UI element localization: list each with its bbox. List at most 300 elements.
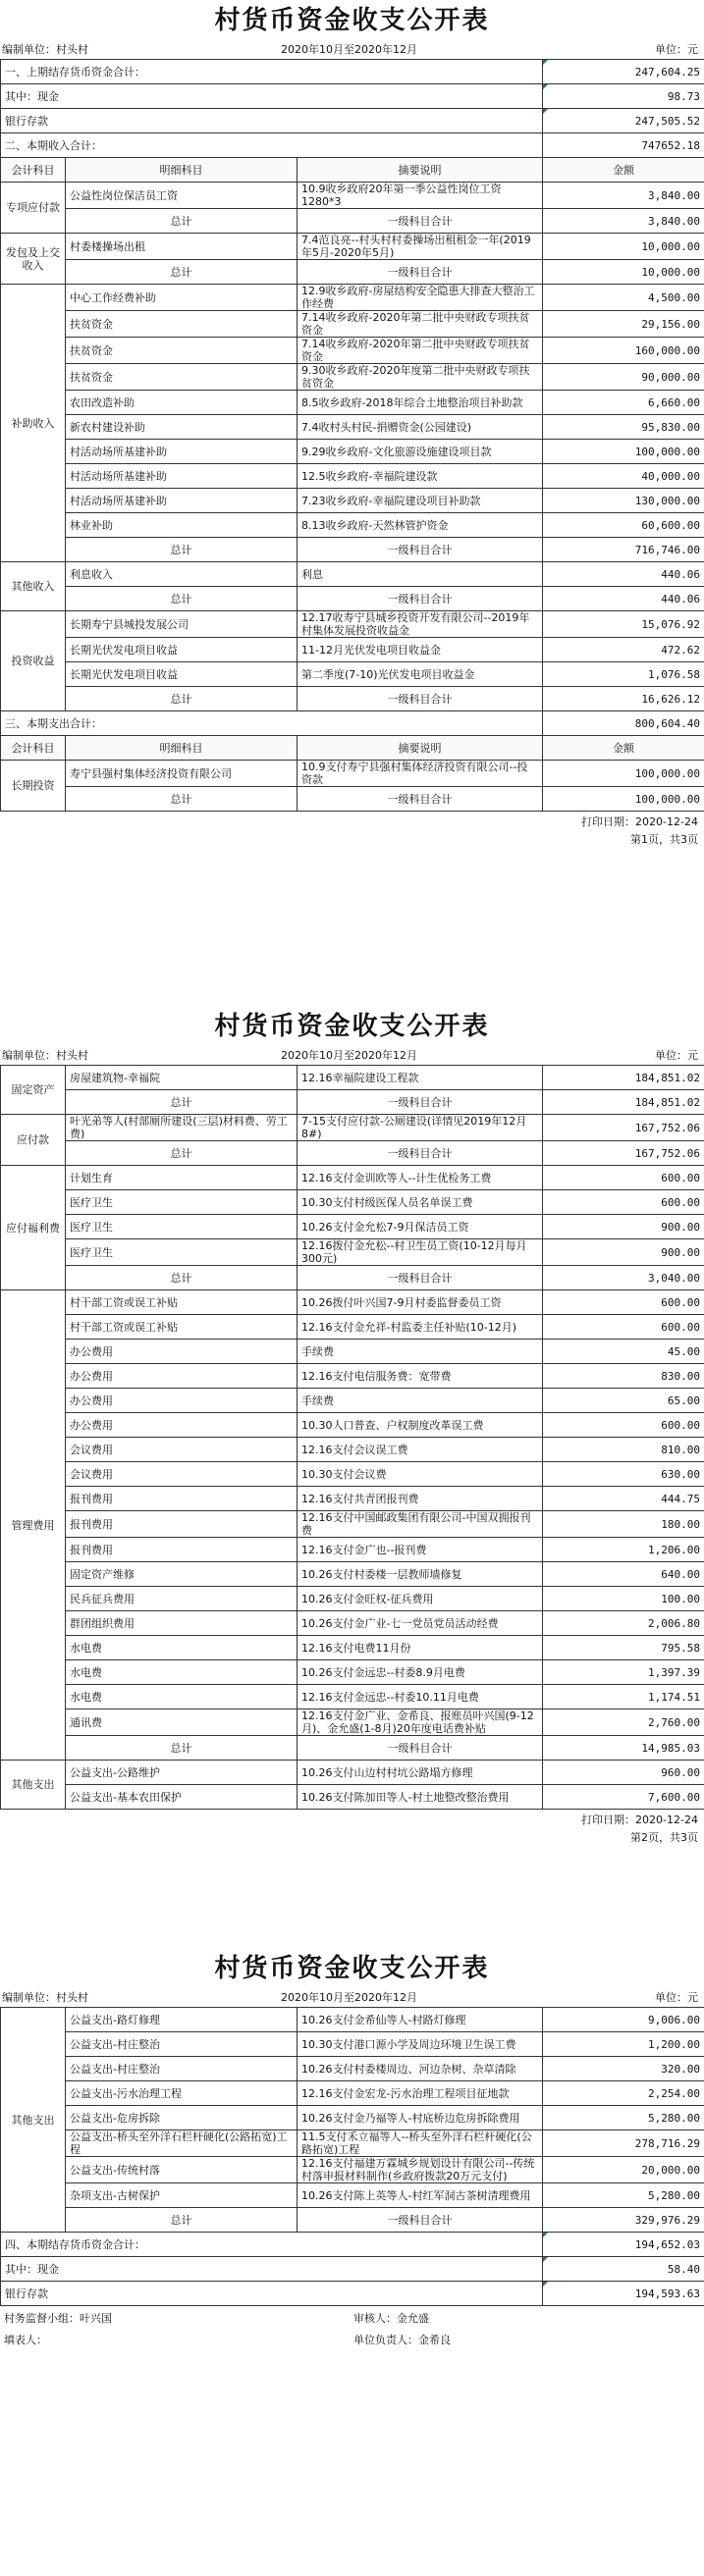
amount-cell: 440.06 bbox=[543, 562, 704, 587]
report-info bbox=[0, 1989, 704, 2007]
page-number: 第2页，共3页 bbox=[630, 1831, 698, 1844]
column-header-row bbox=[1, 736, 704, 761]
table-row bbox=[1, 364, 704, 391]
detail-cell: 公益性岗位保洁员工资 bbox=[66, 183, 298, 209]
print-date: 打印日期：2020-12-24 bbox=[581, 1814, 698, 1826]
detail-cell: 报刊费用 bbox=[66, 1487, 298, 1511]
amount-cell: 7,600.00 bbox=[543, 1785, 704, 1810]
detail-cell: 村活动场所基建补助 bbox=[66, 489, 298, 513]
remark-cell: 手续费 bbox=[298, 1389, 543, 1413]
amount-cell: 4,500.00 bbox=[543, 285, 704, 311]
group-total-row bbox=[1, 1090, 704, 1115]
remark-cell: 10.9支付寿宁县强村集体经济投资有限公司--投资款 bbox=[298, 761, 543, 787]
remark-cell: 11.5支付禾立福等人--桥头至外洋石栏杆硬化(公路拓宽)工程 bbox=[298, 2130, 543, 2157]
table-row bbox=[1, 1462, 704, 1487]
table-row bbox=[1, 1166, 704, 1190]
level1-total-label: 一级科目合计 bbox=[298, 1266, 543, 1290]
total-label: 总计 bbox=[66, 787, 298, 812]
unit-label: 编制单位：村头村 bbox=[2, 43, 88, 56]
summary-value: 98.73 bbox=[543, 84, 704, 109]
page-3 bbox=[0, 1948, 704, 2349]
table-row bbox=[1, 611, 704, 638]
detail-cell: 固定资产维修 bbox=[66, 1562, 298, 1587]
amount-cell: 5,280.00 bbox=[543, 2106, 704, 2130]
table-row bbox=[1, 183, 704, 209]
subject-cell: 发包及上交收入 bbox=[1, 234, 66, 285]
group-total-row bbox=[1, 787, 704, 812]
remark-cell: 9.29收乡政府-文化旅游设施建设项目款 bbox=[298, 440, 543, 464]
remark-cell: 7.4收村头村民-捐赠资金(公园建设) bbox=[298, 415, 543, 440]
page-2 bbox=[0, 1006, 704, 1843]
remark-cell: 12.16支付电费11月份 bbox=[298, 1636, 543, 1660]
group-total-value: 3,040.00 bbox=[543, 1266, 704, 1290]
remark-cell: 10.30支付会议费 bbox=[298, 1462, 543, 1487]
amount-cell: 640.00 bbox=[543, 1562, 704, 1587]
subject-cell: 专项应付款 bbox=[1, 183, 66, 234]
col-header-remark: 摘要说明 bbox=[298, 158, 543, 183]
detail-cell: 水电费 bbox=[66, 1660, 298, 1685]
subject-cell: 应付款 bbox=[1, 1115, 66, 1166]
level1-total-label: 一级科目合计 bbox=[298, 1141, 543, 1166]
amount-cell: 600.00 bbox=[543, 1315, 704, 1340]
subject-cell: 其他支出 bbox=[1, 2008, 66, 2233]
group-total-value: 440.06 bbox=[543, 587, 704, 611]
remark-cell: 10.26支付村委楼周边、河边杂树、杂草清除 bbox=[298, 2057, 543, 2081]
detail-cell: 报刊费用 bbox=[66, 1538, 298, 1562]
remark-cell: 12.16支付电信服务费：宽带费 bbox=[298, 1364, 543, 1389]
subject-cell: 补助收入 bbox=[1, 285, 66, 562]
table-row bbox=[1, 662, 704, 687]
table-row bbox=[1, 2057, 704, 2081]
level1-total-label: 一级科目合计 bbox=[298, 1090, 543, 1115]
remark-cell: 7-15支付应付款-公厕建设(详情见2019年12月8#) bbox=[298, 1115, 543, 1141]
remark-cell: 利息 bbox=[298, 562, 543, 587]
page-title: 村货币资金收支公开表 bbox=[214, 1012, 490, 1041]
subject-cell: 其他支出 bbox=[1, 1761, 66, 1810]
summary-label: 银行存款 bbox=[1, 2282, 543, 2306]
amount-cell: 2,006.80 bbox=[543, 1611, 704, 1636]
auditor-label: 审核人：金允盛 bbox=[353, 2312, 429, 2325]
funds-table-p1 bbox=[0, 59, 704, 812]
amount-cell: 10,000.00 bbox=[543, 234, 704, 260]
group-total-row bbox=[1, 2208, 704, 2233]
subject-cell: 管理费用 bbox=[1, 1290, 66, 1761]
amount-cell: 160,000.00 bbox=[543, 338, 704, 364]
amount-cell: 167,752.06 bbox=[543, 1115, 704, 1141]
print-date: 打印日期：2020-12-24 bbox=[581, 815, 698, 828]
remark-cell: 第二季度(7-10)光伏发电项目收益金 bbox=[298, 662, 543, 687]
detail-cell: 办公费用 bbox=[66, 1340, 298, 1364]
summary-row bbox=[1, 109, 704, 133]
detail-cell: 村活动场所基建补助 bbox=[66, 440, 298, 464]
total-label: 总计 bbox=[66, 687, 298, 711]
amount-cell: 600.00 bbox=[543, 1413, 704, 1438]
group-total-value: 716,746.00 bbox=[543, 538, 704, 562]
table-row bbox=[1, 1066, 704, 1090]
remark-cell: 10.30支付港口源小学及周边环境卫生误工费 bbox=[298, 2032, 543, 2057]
level1-total-label: 一级科目合计 bbox=[298, 787, 543, 812]
remark-cell: 10.26支付金希仙等人-村路灯修理 bbox=[298, 2008, 543, 2032]
detail-cell: 计划生育 bbox=[66, 1166, 298, 1190]
amount-cell: 1,174.51 bbox=[543, 1685, 704, 1709]
group-total-value: 184,851.02 bbox=[543, 1090, 704, 1115]
detail-cell: 林业补助 bbox=[66, 513, 298, 538]
group-total-value: 100,000.00 bbox=[543, 787, 704, 812]
amount-cell: 180.00 bbox=[543, 1511, 704, 1538]
remark-cell: 12.16支付金广业、金希良、报账员叶兴国(9-12月)、金允盛(1-8月)20年度电话费补贴 bbox=[298, 1709, 543, 1736]
remark-cell: 7.14收乡政府-2020年第二批中央财政专项扶贫资金 bbox=[298, 311, 543, 338]
detail-cell: 群团组织费用 bbox=[66, 1611, 298, 1636]
table-row bbox=[1, 761, 704, 787]
amount-cell: 1,200.00 bbox=[543, 2032, 704, 2057]
amount-cell: 95,830.00 bbox=[543, 415, 704, 440]
table-row bbox=[1, 1487, 704, 1511]
leader-label: 单位负责人：金希良 bbox=[353, 2334, 451, 2346]
detail-cell: 医疗卫生 bbox=[66, 1190, 298, 1215]
summary-label: 二、本期收入合计： bbox=[1, 133, 543, 158]
amount-cell: 29,156.00 bbox=[543, 311, 704, 338]
remark-cell: 12.16支付共青团报刊费 bbox=[298, 1487, 543, 1511]
detail-cell: 扶贫资金 bbox=[66, 338, 298, 364]
table-row bbox=[1, 1685, 704, 1709]
total-label: 总计 bbox=[66, 1736, 298, 1761]
level1-total-label: 一级科目合计 bbox=[298, 687, 543, 711]
amount-cell: 630.00 bbox=[543, 1462, 704, 1487]
col-header-subject: 会计科目 bbox=[1, 158, 66, 183]
detail-cell: 公益支出-危房拆除 bbox=[66, 2106, 298, 2130]
table-row bbox=[1, 311, 704, 338]
amount-cell: 130,000.00 bbox=[543, 489, 704, 513]
remark-cell: 7.14收乡政府-2020年第二批中央财政专项扶贫资金 bbox=[298, 338, 543, 364]
remark-cell: 7.23收乡政府-幸福院建设项目补助款 bbox=[298, 489, 543, 513]
period-label: 2020年10月至2020年12月 bbox=[281, 43, 417, 56]
detail-cell: 水电费 bbox=[66, 1636, 298, 1660]
group-total-value: 10,000.00 bbox=[543, 260, 704, 285]
summary-label: 银行存款 bbox=[1, 109, 543, 133]
amount-cell: 900.00 bbox=[543, 1215, 704, 1239]
detail-cell: 村干部工资或误工补贴 bbox=[66, 1290, 298, 1315]
summary-value: 58.40 bbox=[543, 2257, 704, 2282]
detail-cell: 叶光弟等人(村部厕所建设(三层)材料费、劳工费) bbox=[66, 1115, 298, 1141]
amount-cell: 100,000.00 bbox=[543, 761, 704, 787]
amount-cell: 20,000.00 bbox=[543, 2157, 704, 2183]
remark-cell: 11-12月光伏发电项目收益金 bbox=[298, 638, 543, 662]
remark-cell: 12.16支付金训欧等人--计生优检务工费 bbox=[298, 1166, 543, 1190]
table-row bbox=[1, 1562, 704, 1587]
amount-cell: 40,000.00 bbox=[543, 464, 704, 489]
summary-value: 747652.18 bbox=[543, 133, 704, 158]
total-label: 总计 bbox=[66, 587, 298, 611]
remark-cell: 9.30收乡政府-2020年度第二批中央财政专项扶贫资金 bbox=[298, 364, 543, 391]
summary-row bbox=[1, 711, 704, 736]
currency-label: 单位：元 bbox=[655, 1991, 698, 2004]
detail-cell: 扶贫资金 bbox=[66, 364, 298, 391]
summary-row bbox=[1, 2257, 704, 2282]
remark-cell: 12.16幸福院建设工程款 bbox=[298, 1066, 543, 1090]
level1-total-label: 一级科目合计 bbox=[298, 2208, 543, 2233]
remark-cell: 10.9收乡政府20年第一季公益性岗位工资1280*3 bbox=[298, 183, 543, 209]
summary-label: 三、本期支出合计： bbox=[1, 711, 543, 736]
amount-cell: 6,660.00 bbox=[543, 391, 704, 415]
group-total-row bbox=[1, 538, 704, 562]
amount-cell: 9,006.00 bbox=[543, 2008, 704, 2032]
total-label: 总计 bbox=[66, 209, 298, 234]
remark-cell: 12.16支付会议误工费 bbox=[298, 1438, 543, 1462]
table-row bbox=[1, 1413, 704, 1438]
remark-cell: 10.26支付金广业-七一党员党员活动经费 bbox=[298, 1611, 543, 1636]
page-footer bbox=[0, 1810, 704, 1843]
table-row bbox=[1, 638, 704, 662]
total-label: 总计 bbox=[66, 1266, 298, 1290]
total-label: 总计 bbox=[66, 2208, 298, 2233]
table-row bbox=[1, 338, 704, 364]
table-row bbox=[1, 2008, 704, 2032]
level1-total-label: 一级科目合计 bbox=[298, 260, 543, 285]
group-total-value: 329,976.29 bbox=[543, 2208, 704, 2233]
detail-cell: 民兵征兵费用 bbox=[66, 1587, 298, 1611]
total-label: 总计 bbox=[66, 1141, 298, 1166]
detail-cell: 办公费用 bbox=[66, 1364, 298, 1389]
remark-cell: 12.16支付金允祥-村监委主任补贴(10-12月) bbox=[298, 1315, 543, 1340]
table-row bbox=[1, 1660, 704, 1685]
table-row bbox=[1, 1587, 704, 1611]
detail-cell: 利息收入 bbox=[66, 562, 298, 587]
level1-total-label: 一级科目合计 bbox=[298, 209, 543, 234]
amount-cell: 472.62 bbox=[543, 638, 704, 662]
summary-row bbox=[1, 84, 704, 109]
remark-cell: 10.30支付村级医保人员名单误工费 bbox=[298, 1190, 543, 1215]
detail-cell: 村委楼操场出租 bbox=[66, 234, 298, 260]
amount-cell: 100,000.00 bbox=[543, 440, 704, 464]
summary-label: 一、上期结存货币资金合计： bbox=[1, 60, 543, 84]
detail-cell: 房屋建筑物-幸福院 bbox=[66, 1066, 298, 1090]
unit-label: 编制单位：村头村 bbox=[2, 1991, 88, 2004]
remark-cell: 手续费 bbox=[298, 1340, 543, 1364]
page-footer bbox=[0, 812, 704, 845]
group-total-row bbox=[1, 587, 704, 611]
table-row bbox=[1, 285, 704, 311]
remark-cell: 10.26支付金允松7-9月保洁员工资 bbox=[298, 1215, 543, 1239]
table-row bbox=[1, 1315, 704, 1340]
table-row bbox=[1, 1538, 704, 1562]
summary-label: 四、本期结存货币资金合计： bbox=[1, 2233, 543, 2257]
remark-cell: 12.16支付金广也--报刊费 bbox=[298, 1538, 543, 1562]
report-info bbox=[0, 1047, 704, 1065]
detail-cell: 长期寿宁县城投发展公司 bbox=[66, 611, 298, 638]
summary-value: 800,604.40 bbox=[543, 711, 704, 736]
remark-cell: 12.9收乡政府-房屋结构安全隐患大排查大整治工作经费 bbox=[298, 285, 543, 311]
summary-value: 194,593.63 bbox=[543, 2282, 704, 2306]
amount-cell: 600.00 bbox=[543, 1290, 704, 1315]
remark-cell: 12.5收乡政府-幸福院建设款 bbox=[298, 464, 543, 489]
amount-cell: 45.00 bbox=[543, 1340, 704, 1364]
funds-table-p3 bbox=[0, 2007, 704, 2306]
table-row bbox=[1, 2130, 704, 2157]
detail-cell: 杂项支出-古树保护 bbox=[66, 2183, 298, 2208]
summary-row bbox=[1, 2233, 704, 2257]
amount-cell: 795.58 bbox=[543, 1636, 704, 1660]
level1-total-label: 一级科目合计 bbox=[298, 538, 543, 562]
group-total-row bbox=[1, 1736, 704, 1761]
detail-cell: 扶贫资金 bbox=[66, 311, 298, 338]
amount-cell: 960.00 bbox=[543, 1761, 704, 1785]
amount-cell: 900.00 bbox=[543, 1239, 704, 1266]
detail-cell: 公益支出-基本农田保护 bbox=[66, 1785, 298, 1810]
amount-cell: 2,760.00 bbox=[543, 1709, 704, 1736]
remark-cell: 10.26支付陈加田等人-村土地整改整治费用 bbox=[298, 1785, 543, 1810]
table-row bbox=[1, 1340, 704, 1364]
remark-cell: 10.26支付金乃福等人-村底桥边危房拆除费用 bbox=[298, 2106, 543, 2130]
page-number: 第1页，共3页 bbox=[630, 833, 698, 846]
level1-total-label: 一级科目合计 bbox=[298, 1736, 543, 1761]
table-row bbox=[1, 1511, 704, 1538]
summary-value: 247,505.52 bbox=[543, 109, 704, 133]
total-label: 总计 bbox=[66, 260, 298, 285]
col-header-amount: 金额 bbox=[543, 736, 704, 761]
table-row bbox=[1, 1364, 704, 1389]
amount-cell: 65.00 bbox=[543, 1389, 704, 1413]
summary-row bbox=[1, 2282, 704, 2306]
group-total-row bbox=[1, 687, 704, 711]
remark-cell: 8.5收乡政府-2018年综合土地整治项目补助款 bbox=[298, 391, 543, 415]
amount-cell: 1,076.58 bbox=[543, 662, 704, 687]
currency-label: 单位：元 bbox=[655, 43, 698, 56]
remark-cell: 12.16支付金宏龙-污水治理工程项目征地款 bbox=[298, 2081, 543, 2106]
table-row bbox=[1, 2081, 704, 2106]
amount-cell: 60,600.00 bbox=[543, 513, 704, 538]
col-header-remark: 摘要说明 bbox=[298, 736, 543, 761]
page-1 bbox=[0, 0, 704, 845]
amount-cell: 2,254.00 bbox=[543, 2081, 704, 2106]
detail-cell: 公益支出-污水治理工程 bbox=[66, 2081, 298, 2106]
subject-cell: 其他收入 bbox=[1, 562, 66, 611]
table-row bbox=[1, 415, 704, 440]
table-row bbox=[1, 1709, 704, 1736]
group-total-value: 16,626.12 bbox=[543, 687, 704, 711]
detail-cell: 农田改造补助 bbox=[66, 391, 298, 415]
group-total-row bbox=[1, 209, 704, 234]
unit-label: 编制单位：村头村 bbox=[2, 1049, 88, 1062]
amount-cell: 278,716.29 bbox=[543, 2130, 704, 2157]
summary-row bbox=[1, 133, 704, 158]
detail-cell: 会议费用 bbox=[66, 1438, 298, 1462]
subject-cell: 长期投资 bbox=[1, 761, 66, 812]
table-row bbox=[1, 2183, 704, 2208]
table-row bbox=[1, 1438, 704, 1462]
currency-label: 单位：元 bbox=[655, 1049, 698, 1062]
table-row bbox=[1, 464, 704, 489]
amount-cell: 15,076.92 bbox=[543, 611, 704, 638]
remark-cell: 8.13收乡政府-天然林管护资金 bbox=[298, 513, 543, 538]
col-header-subject: 会计科目 bbox=[1, 736, 66, 761]
table-row bbox=[1, 1785, 704, 1810]
remark-cell: 10.30人口普查、户权制度改革误工费 bbox=[298, 1413, 543, 1438]
preparer-label: 填表人： bbox=[4, 2334, 47, 2346]
table-row bbox=[1, 2157, 704, 2183]
period-label: 2020年10月至2020年12月 bbox=[281, 1991, 417, 2004]
supervisor-label: 村务监督小组：叶兴国 bbox=[4, 2312, 112, 2325]
detail-cell: 新农村建设补助 bbox=[66, 415, 298, 440]
detail-cell: 公益支出-传统村落 bbox=[66, 2157, 298, 2183]
table-row bbox=[1, 1389, 704, 1413]
group-total-row bbox=[1, 260, 704, 285]
detail-cell: 医疗卫生 bbox=[66, 1239, 298, 1266]
subject-cell: 固定资产 bbox=[1, 1066, 66, 1115]
page-title: 村货币资金收支公开表 bbox=[214, 6, 490, 35]
amount-cell: 5,280.00 bbox=[543, 2183, 704, 2208]
report-info bbox=[0, 41, 704, 59]
table-row bbox=[1, 1115, 704, 1141]
detail-cell: 公益支出-路灯修理 bbox=[66, 2008, 298, 2032]
remark-cell: 7.4范良亮--村头村村委操场出租租金一年(2019年5月-2020年5月) bbox=[298, 234, 543, 260]
detail-cell: 公益支出-村庄整治 bbox=[66, 2057, 298, 2081]
detail-cell: 医疗卫生 bbox=[66, 1215, 298, 1239]
summary-label: 其中：现金 bbox=[1, 2257, 543, 2282]
signature-row-1 bbox=[0, 2306, 704, 2328]
funds-table-p2 bbox=[0, 1065, 704, 1810]
amount-cell: 830.00 bbox=[543, 1364, 704, 1389]
table-row bbox=[1, 234, 704, 260]
table-row bbox=[1, 1190, 704, 1215]
remark-cell: 10.26支付金旺权-征兵费用 bbox=[298, 1587, 543, 1611]
amount-cell: 1,206.00 bbox=[543, 1538, 704, 1562]
detail-cell: 通讯费 bbox=[66, 1709, 298, 1736]
amount-cell: 100.00 bbox=[543, 1587, 704, 1611]
detail-cell: 长期光伏发电项目收益 bbox=[66, 638, 298, 662]
detail-cell: 公益支出-公路维护 bbox=[66, 1761, 298, 1785]
group-total-value: 3,840.00 bbox=[543, 209, 704, 234]
amount-cell: 600.00 bbox=[543, 1166, 704, 1190]
detail-cell: 会议费用 bbox=[66, 1462, 298, 1487]
subject-cell: 应付福利费 bbox=[1, 1166, 66, 1290]
remark-cell: 12.17收寿宁县城乡投资开发有限公司--2019年村集体发展投资收益金 bbox=[298, 611, 543, 638]
group-total-row bbox=[1, 1266, 704, 1290]
detail-cell: 寿宁县强村集体经济投资有限公司 bbox=[66, 761, 298, 787]
remark-cell: 12.16拨付金允松--村卫生员工资(10-12月每月300元) bbox=[298, 1239, 543, 1266]
total-label: 总计 bbox=[66, 1090, 298, 1115]
detail-cell: 报刊费用 bbox=[66, 1511, 298, 1538]
table-row bbox=[1, 513, 704, 538]
group-total-value: 14,985.03 bbox=[543, 1736, 704, 1761]
amount-cell: 184,851.02 bbox=[543, 1066, 704, 1090]
remark-cell: 12.16支付福建万霖城乡规划设计有限公司--传统村落申报材料制作(乡政府拨款20万元支付) bbox=[298, 2157, 543, 2183]
remark-cell: 10.26拨付叶兴国7-9月村委监督委员工资 bbox=[298, 1290, 543, 1315]
col-header-detail: 明细科目 bbox=[66, 158, 298, 183]
col-header-amount: 金额 bbox=[543, 158, 704, 183]
table-row bbox=[1, 2032, 704, 2057]
summary-value: 194,652.03 bbox=[543, 2233, 704, 2257]
detail-cell: 办公费用 bbox=[66, 1413, 298, 1438]
amount-cell: 600.00 bbox=[543, 1190, 704, 1215]
summary-value: 247,604.25 bbox=[543, 60, 704, 84]
detail-cell: 公益支出-桥头至外洋石栏杆硬化(公路拓宽)工程 bbox=[66, 2130, 298, 2157]
total-label: 总计 bbox=[66, 538, 298, 562]
table-row bbox=[1, 562, 704, 587]
amount-cell: 1,397.39 bbox=[543, 1660, 704, 1685]
col-header-detail: 明细科目 bbox=[66, 736, 298, 761]
detail-cell: 中心工作经费补助 bbox=[66, 285, 298, 311]
group-total-row bbox=[1, 1141, 704, 1166]
period-label: 2020年10月至2020年12月 bbox=[281, 1049, 417, 1062]
remark-cell: 10.26支付山边村村坑公路塌方修理 bbox=[298, 1761, 543, 1785]
remark-cell: 12.16支付中国邮政集团有限公司-中国双拥报刊费 bbox=[298, 1511, 543, 1538]
table-row bbox=[1, 1290, 704, 1315]
column-header-row bbox=[1, 158, 704, 183]
summary-label: 其中：现金 bbox=[1, 84, 543, 109]
detail-cell: 办公费用 bbox=[66, 1389, 298, 1413]
remark-cell: 10.26支付陈上英等人-村红军洞古茶树清理费用 bbox=[298, 2183, 543, 2208]
summary-row bbox=[1, 60, 704, 84]
